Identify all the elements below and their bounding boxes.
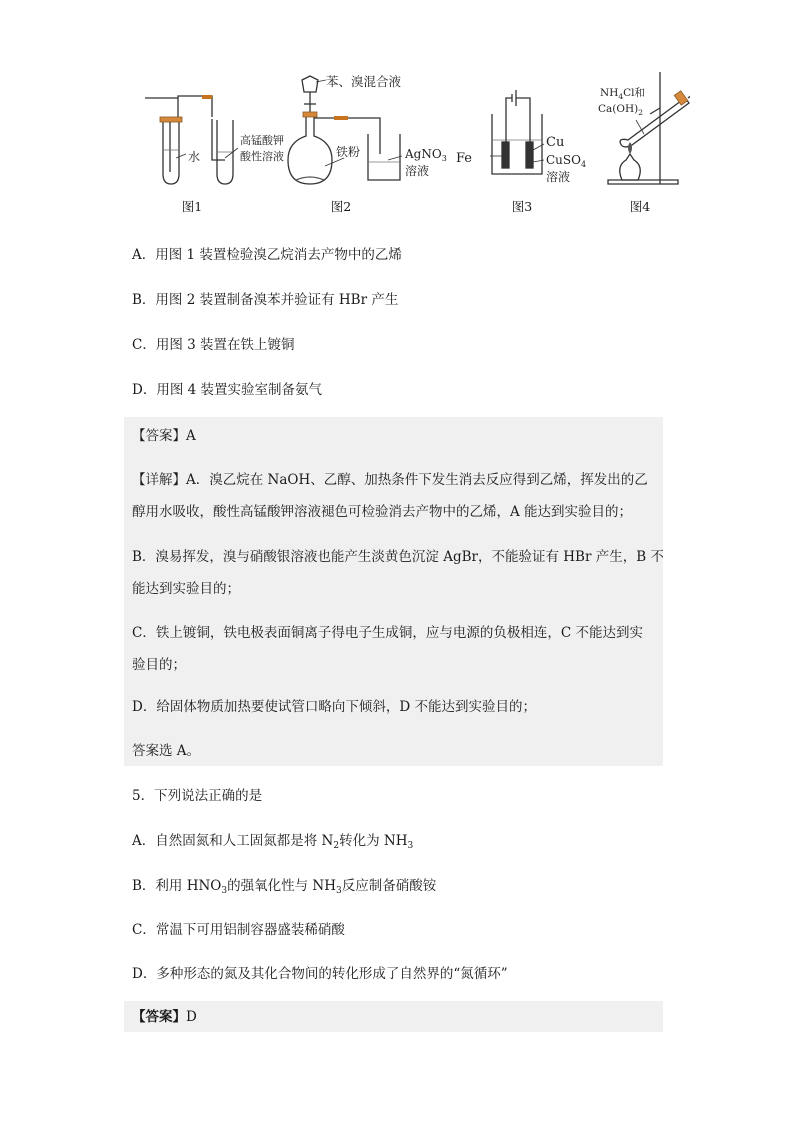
q5-answer-value: D [186,1009,197,1025]
q5-option-c: C．常温下可用铝制容器盛装稀硝酸 [132,922,345,938]
q4-explain-label: 【详解】 [132,472,186,488]
q5-option-a-mid: 转化为 NH [339,833,408,849]
q5-option-d: D．多种形态的氮及其化合物间的转化形成了自然界的“氮循环” [132,966,508,982]
fig3-cuso4-label: CuSO$_4$ [546,153,587,169]
fig1-kmno4-label-2: 酸性溶液 [240,150,284,163]
q4-option-b: B．用图 2 装置制备溴苯并验证有 HBr 产生 [132,292,399,308]
q4-explain-5: C．铁上镀铜，铁电极表面铜离子得电子生成铜，应与电源的负极相连，C 不能达到实 [132,625,643,641]
fig4-caoh-label: $Ca(OH)_2$ [598,103,644,117]
q4-explain-6: 验目的； [132,657,186,673]
q5-option-a-sub1: 2 [333,841,340,851]
q4-explain-3: B．溴易挥发，溴与硝酸银溶液也能产生淡黄色沉淀 AgBr，不能验证有 HBr 产生，B 不 [132,549,664,565]
fig1-water-label: 水 [188,150,201,164]
q5-option-a [132,831,413,856]
q4-explain-2: 醇用水吸收，酸性高锰酸钾溶液褪色可检验消去产物中的乙烯，A 能达到实验目的； [132,504,633,520]
fig1-apparatus [145,95,238,184]
q5-option-b-mid: 的强氧化性与 NH [227,878,336,894]
q5-option-a-sub2: 3 [407,841,414,851]
fig3-fe-label: Fe [456,151,473,166]
q5-option-a-text: A．自然固氮和人工固氮都是将 N [132,833,334,849]
fig2-solution-label: 溶液 [405,164,430,178]
q5-option-b-sub1: 3 [221,886,228,896]
q4-explain-1 [132,470,648,490]
fig3-caption: 图3 [511,199,533,214]
fig2-apparatus [288,76,402,184]
q5-option-b-text: B．利用 HNO [132,878,222,894]
q4-explain-4: 能达到实验目的； [132,581,240,597]
fig2-top-label: 苯、溴混合液 [326,74,402,89]
q4-option-a: A．用图 1 装置检验溴乙烷消去产物中的乙烯 [132,247,402,263]
fig4-apparatus [608,72,690,184]
q5-option-b-sub2: 3 [336,886,342,896]
fig1-kmno4-label-1: 高锰酸钾 [240,134,284,147]
fig2-iron-label: 铁粉 [336,145,361,159]
q4-explain-7: D．给固体物质加热要使试管口略向下倾斜，D 不能达到实验目的； [132,699,536,715]
q4-answer [132,426,196,446]
fig3-cu-label: Cu [546,135,565,150]
q4-option-c: C．用图 3 装置在铁上镀铜 [132,337,295,353]
q4-option-d: D．用图 4 装置实验室制备氨气 [132,382,322,398]
q4-explain-text-1: A．溴乙烷在 NaOH、乙醇、加热条件下发生消去反应得到乙烯，挥发出的乙 [186,472,648,488]
q4-answer-value: A [186,428,196,444]
q5-option-b [132,876,436,901]
fig4-nh4cl-label: $NH_4Cl$和 [600,87,646,101]
q5-answer-label: 【答案】 [132,1009,186,1025]
fig3-apparatus [490,90,544,174]
q5-answer [132,1007,197,1027]
fig2-caption: 图2 [330,199,352,214]
q4-answer-label: 【答案】 [132,428,186,444]
q5-answer-shade [124,1001,663,1032]
fig2-agno3-label: AgNO$_3$ [405,147,447,163]
q4-explain-8: 答案选 A。 [132,743,201,759]
fig3-solution-label: 溶液 [546,170,571,184]
q5-option-b-post: 反应制备硝酸铵 [341,878,437,894]
fig4-caption: 图4 [629,199,651,214]
fig1-caption: 图1 [181,199,203,214]
q5-stem: 5．下列说法正确的是 [132,788,263,804]
